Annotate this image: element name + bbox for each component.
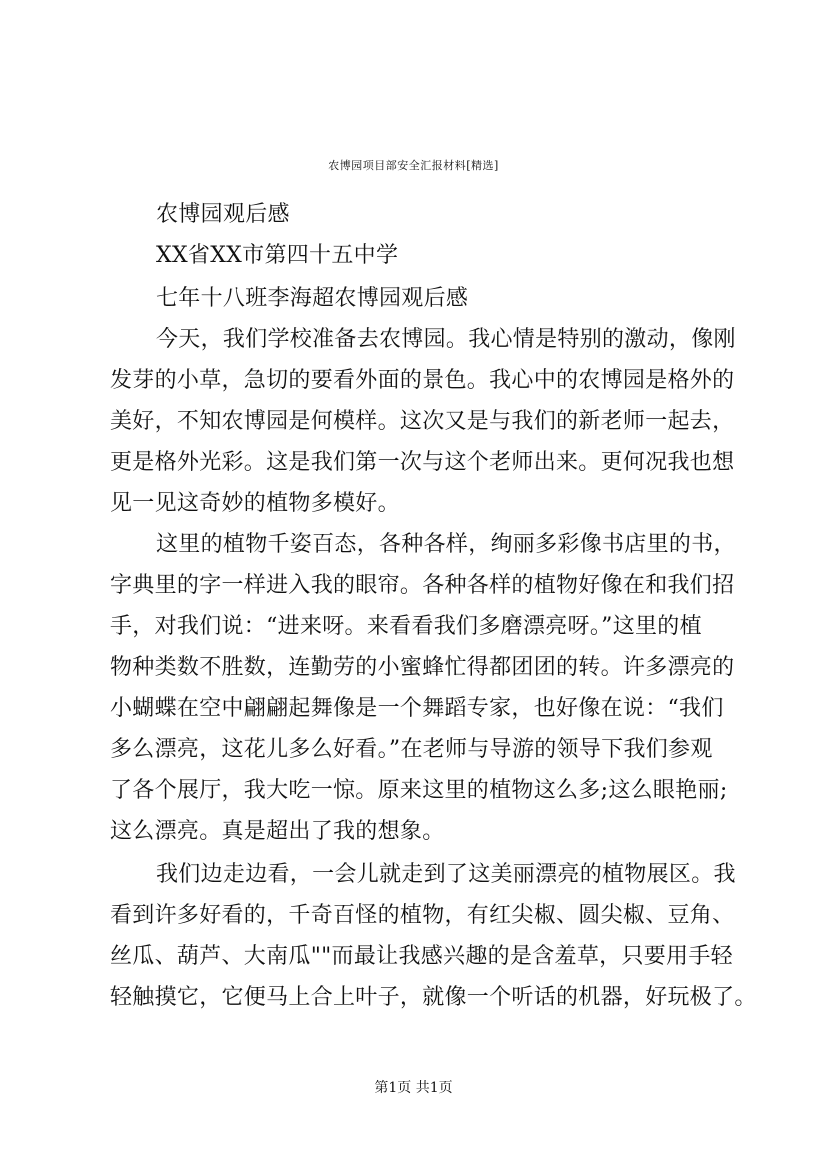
paragraph-line: 见一见这奇妙的植物多模好。 (110, 491, 400, 516)
school-line: XX省XX市第四十五中学 (156, 243, 399, 268)
paragraph-line: 看到许多好看的，千奇百怪的植物，有红尖椒、圆尖椒、豆角、 (110, 903, 735, 928)
paragraph-line: 小蝴蝶在空中翩翩起舞像是一个舞蹈专家，也好像在说：“我们 (110, 696, 724, 721)
heading-line: 农博园观后感 (156, 202, 290, 227)
paragraph-line: 这里的植物千姿百态，各种各样，绚丽多彩像书店里的书， (156, 532, 736, 557)
paragraph-line: 多么漂亮，这花儿多么好看。”在老师与导游的领导下我们参观 (110, 737, 713, 762)
paragraph-line: 物种类数不胜数，连勤劳的小蜜蜂忙得都团团的转。许多漂亮的 (110, 655, 735, 680)
paragraph-line: 这么漂亮。真是超出了我的想象。 (110, 819, 445, 844)
paragraph-line: 丝瓜、葫芦、大南瓜""而最让我感兴趣的是含羞草，只要用手轻 (110, 944, 733, 969)
paragraph-line: 字典里的字一样进入我的眼帘。各种各样的植物好像在和我们招 (110, 573, 735, 598)
paragraph-line: 我们边走边看，一会儿就走到了这美丽漂亮的植物展区。我 (156, 862, 736, 887)
document-title: 农博园项目部安全汇报材料[精选] (328, 159, 499, 172)
author-line: 七年十八班李海超农博园观后感 (156, 286, 469, 311)
paragraph-line: 手，对我们说：“进来呀。来看看我们多磨漂亮呀。”这里的植 (110, 614, 702, 639)
paragraph-line: 今天，我们学校准备去农博园。我心情是特别的激动，像刚 (156, 327, 736, 352)
paragraph-line: 发芽的小草，急切的要看外面的景色。我心中的农博园是格外的 (110, 368, 735, 393)
paragraph-line: 了各个展厅，我大吃一惊。原来这里的植物这么多;这么眼艳丽; (110, 778, 728, 803)
paragraph-line: 更是格外光彩。这是我们第一次与这个老师出来。更何况我也想 (110, 450, 735, 475)
paragraph-line: 美好，不知农博园是何模样。这次又是与我们的新老师一起去， (110, 409, 735, 434)
paragraph-line: 轻触摸它，它便马上合上叶子，就像一个听话的机器，好玩极了。 (110, 985, 757, 1010)
page-number: 第1页 共1页 (374, 1080, 453, 1096)
